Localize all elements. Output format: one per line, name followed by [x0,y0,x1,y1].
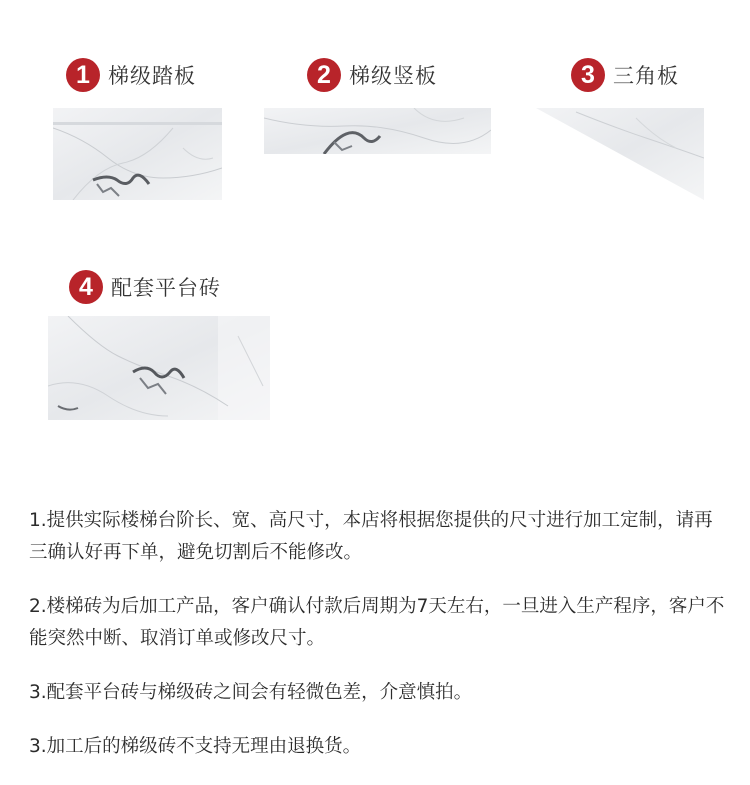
marble-tread-tile [53,108,222,200]
note-2: 2.楼梯砖为后加工产品，客户确认付款后周期为7天左右，一旦进入生产程序，客户不能突然中断、取消订单或修改尺寸。 [29,596,725,649]
product-label: 三角板 [613,64,679,88]
marble-triangle-tile [536,108,704,200]
product-heading-3 [571,58,679,92]
note-4: 3.加工后的梯级砖不支持无理由退换货。 [29,736,362,757]
note-3: 3.配套平台砖与梯级砖之间会有轻微色差，介意慎拍。 [29,682,473,703]
number-badge: 2 [307,58,341,92]
number-badge: 1 [66,58,100,92]
marble-platform-tile [48,316,270,420]
product-label: 梯级踏板 [108,64,196,88]
note-1: 1.提供实际楼梯台阶长、宽、高尺寸，本店将根据您提供的尺寸进行加工定制，请再三确认好再下单，避免切割后不能修改。 [29,510,713,563]
product-label: 梯级竖板 [349,64,437,88]
number-badge: 3 [571,58,605,92]
number-badge: 4 [69,270,103,304]
product-heading-2 [307,58,437,92]
product-label: 配套平台砖 [111,276,221,300]
marble-riser-tile [264,108,491,154]
product-heading-1 [66,58,196,92]
product-heading-4 [69,270,221,304]
purchase-notes [29,505,729,785]
